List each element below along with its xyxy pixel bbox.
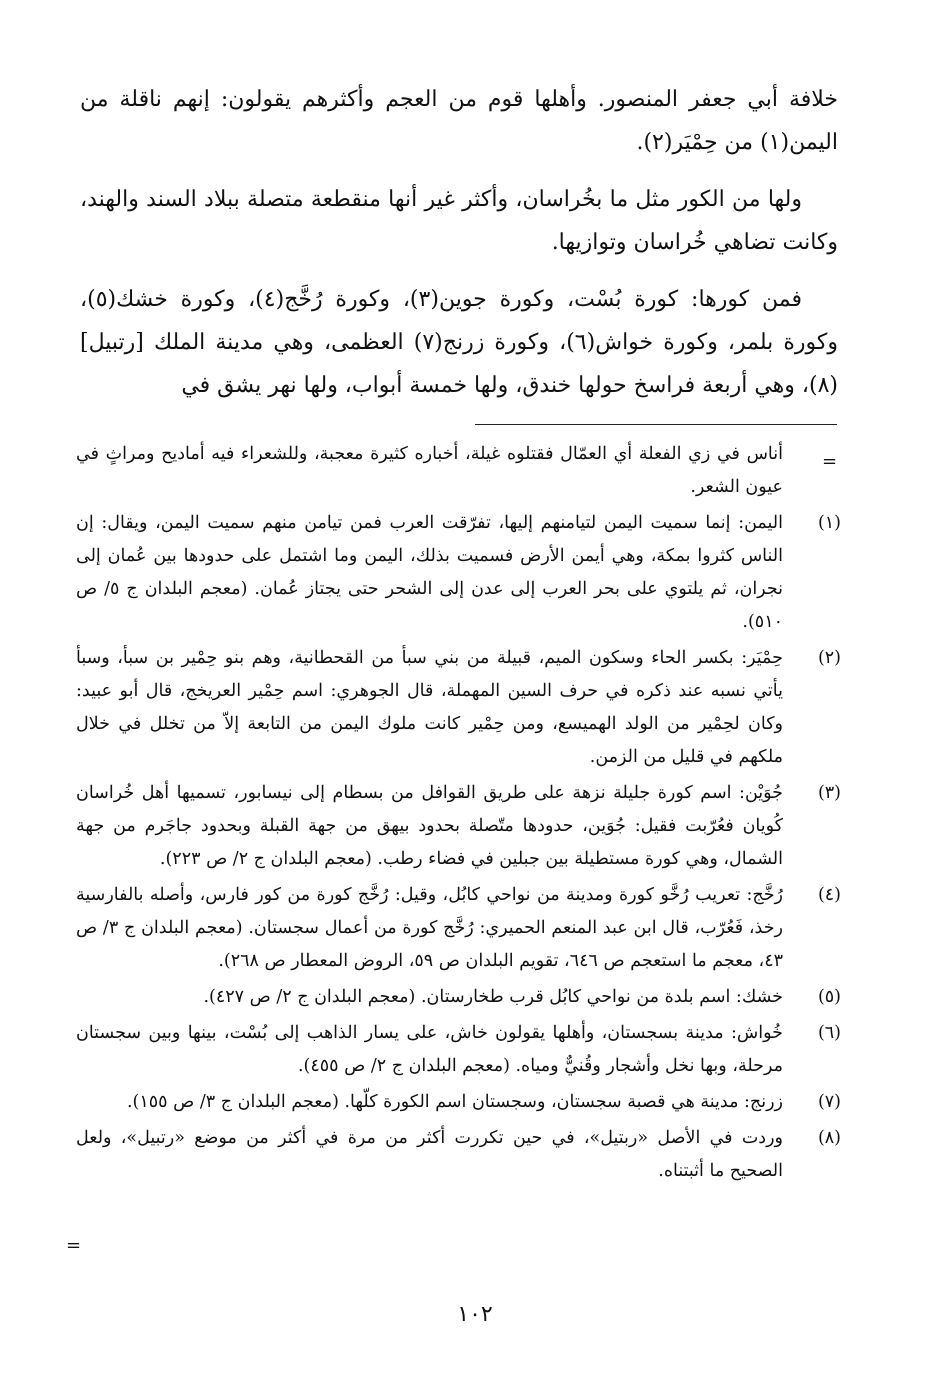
footnote-number: (٤) bbox=[817, 885, 841, 905]
footnote-separator bbox=[475, 424, 837, 425]
footnote-text: حِمْيَر: بكسر الحاء وسكون الميم، قبيلة من بني سبأ من القحطانية، وهم بنو حِمْير بن سبأ، وسبأ يأتي نسبه عند ذكره في حرف السين المهملة، قال الجوهري: اسم حِمْير العريخج، قال أبو عبيد: وكان لحِمْير من الولد الهميسع، ومن حِمْير كانت ملوك اليمن من التابعة إلاّ من تخلل في خلال ملكهم في قليل من الزمن. bbox=[76, 648, 783, 767]
footnote-number: (٧) bbox=[817, 1092, 841, 1112]
footnote-text: رُخَّج: تعريب رُخَّو كورة ومدينة من نواحي كابُل، وقيل: رُخَّج كورة من كور فارس، وأصله بالفارسية رخذ، فَعُرّب، قال ابن عبد المنعم الحميري: رُخَّج كورة من أعمال سجستان. (معجم البلدان ج ٣/ ص ٤٣، معجم ما استعجم ص ٦٤٦، تقويم البلدان ص ٥٩، الروض المعطار ص ٢٦٨). bbox=[76, 885, 783, 971]
paragraph-1: خلافة أبي جعفر المنصور. وأهلها قوم من العجم وأكثرهم يقولون: إنهم ناقلة من اليمن(١) من حِمْيَر(٢). bbox=[80, 87, 838, 155]
footnote-number: (٢) bbox=[817, 648, 841, 668]
footnote-7 bbox=[76, 1086, 841, 1119]
paragraph-3: فمن كورها: كورة بُسْت، وكورة جوين(٣)، وكورة رُخَّج(٤)، وكورة خشك(٥)، وكورة بلمر، وكورة خواش(٦)، وكورة زرنج(٧) العظمى، وهي مدينة الملك [رتبيل](٨)، وهي أربعة فراسخ حولها خندق، ولها خمسة أبواب، ولها نهر يشق في bbox=[80, 287, 838, 398]
footnote-1 bbox=[76, 507, 841, 639]
footnote-number: (٨) bbox=[817, 1128, 841, 1148]
footnotes bbox=[76, 438, 841, 1191]
footnote-4 bbox=[76, 879, 841, 978]
footnote-number: (٥) bbox=[817, 987, 841, 1007]
page-number: ١٠٢ bbox=[457, 1302, 493, 1327]
footnote-number: (٣) bbox=[817, 783, 841, 803]
footnote-number: (١) bbox=[817, 513, 841, 533]
footnote-text: خشك: اسم بلدة من نواحي كابُل قرب طخارستان. (معجم البلدان ج ٢/ ص ٤٢٧). bbox=[203, 987, 783, 1007]
main-text bbox=[80, 78, 838, 421]
footnote-text: اليمن: إنما سميت اليمن لتيامنهم إليها، تفرّقت العرب فمن تيامن منهم سميت اليمن، ويقال: إن الناس كثروا بمكة، وهي أيمن الأرض فسميت بذلك، اليمن وما اشتمل على حدودها بين عُمان إلى نجران، ثم يلتوي على بحر العرب إلى عدن إلى الشحر حتى يجتاز عُمان. (معجم البلدان ج ٥/ ص ٥١٠). bbox=[76, 513, 783, 632]
footnote-text: خُواش: مدينة بسجستان، وأهلها يقولون خاش، على يسار الذاهب إلى بُسْت، بينها وبين سجستان مرحلة، وبها نخل وأشجار وقُنيٌّ ومياه. (معجم البلدان ج ٢/ ص ٤٥٥). bbox=[76, 1023, 783, 1076]
continuation-mark-bottom: = bbox=[66, 1235, 82, 1256]
footnote-text: زرنج: مدينة هي قصبة سجستان، وسجستان اسم الكورة كلّها. (معجم البلدان ج ٣/ ص ١٥٥). bbox=[126, 1092, 783, 1112]
footnote-6 bbox=[76, 1017, 841, 1083]
footnote-5 bbox=[76, 981, 841, 1014]
footnote-continued bbox=[76, 438, 841, 504]
footnote-text: وردت في الأصل «ربتيل»، في حين تكررت أكثر من مرة في أكثر من موضع «رتبيل»، ولعل الصحيح ما أثبتناه. bbox=[76, 1128, 783, 1181]
footnote-continued-text: أناس في زي الفعلة أي العمّال فقتلوه غيلة، أخباره كثيرة معجبة، وللشعراء فيه أماديح ومراثٍ في عيون الشعر. bbox=[76, 444, 783, 497]
footnote-text: جُوَيْن: اسم كورة جليلة نزهة على طريق القوافل من بسطام إلى نيسابور، تسميها أهل خُراسان كُويان فعُرّبت فقيل: جُوَين، حدودها متّصلة بحدود بيهق من جهة القبلة وبحدود جاجَرم من جهة الشمال، وهي كورة مستطيلة بين جبلين في فضاء رطب. (معجم البلدان ج ٢/ ص ٢٢٣). bbox=[76, 783, 783, 869]
continuation-mark-top: = bbox=[822, 451, 838, 472]
footnote-2 bbox=[76, 642, 841, 774]
footnote-8 bbox=[76, 1122, 841, 1188]
paragraph-2: ولها من الكور مثل ما بخُراسان، وأكثر غير أنها منقطعة متصلة ببلاد السند والهند، وكانت تضاهي خُراسان وتوازيها. bbox=[80, 187, 838, 255]
footnote-number: (٦) bbox=[817, 1023, 841, 1043]
footnote-3 bbox=[76, 777, 841, 876]
